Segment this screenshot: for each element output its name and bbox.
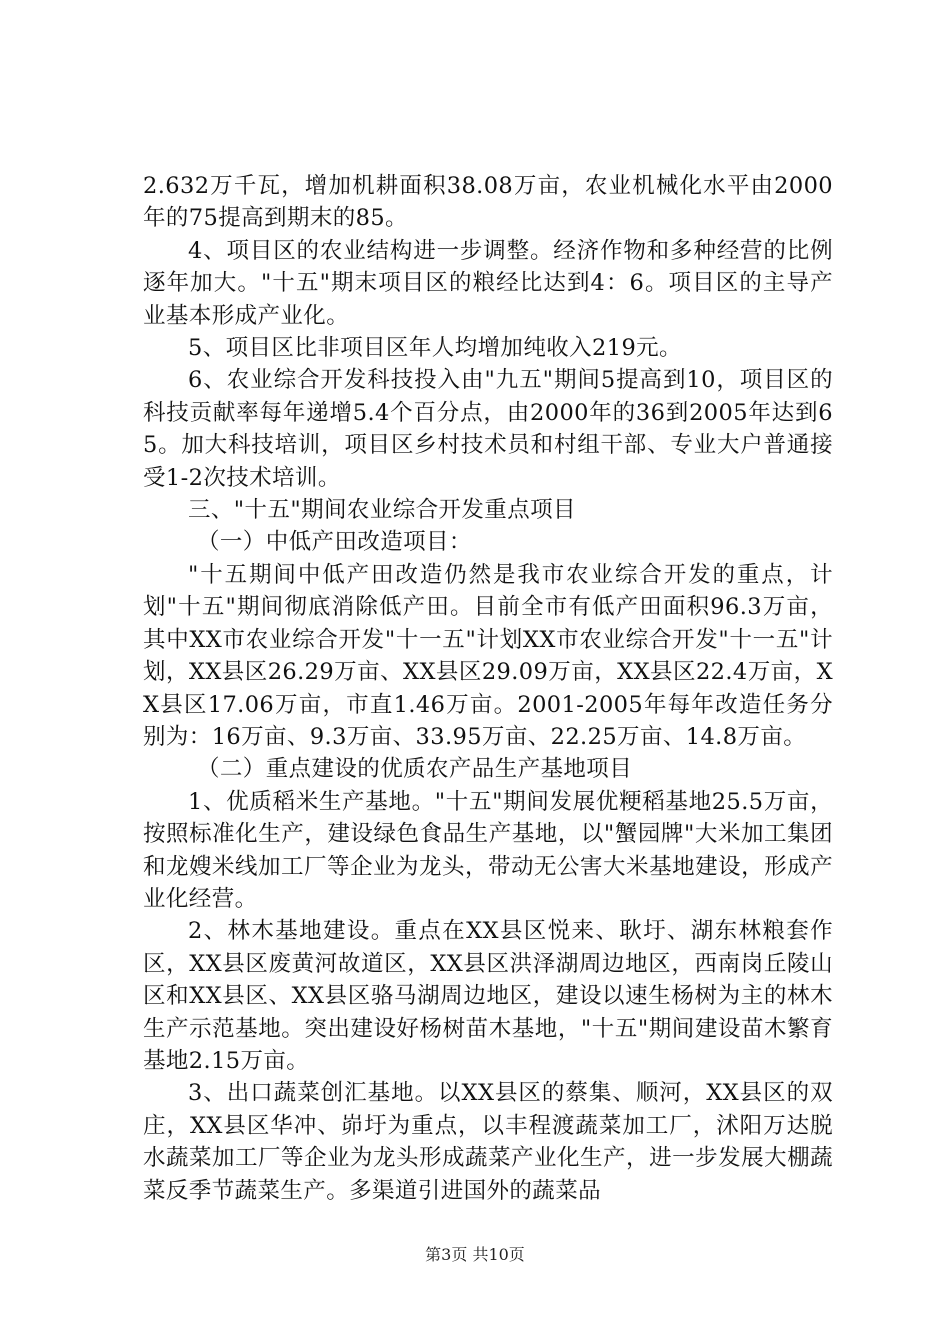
paragraph-rice-base: 1、优质稻米生产基地。"十五"期间发展优粳稻基地25.5万亩，按照标准化生产，建设绿色食品生产基地，以"蟹园牌"大米加工集团和龙嫂米线加工厂等企业为龙头，带动无公害大米基地建设，形成产业化经营。 [143,788,833,912]
subheading-production-bases: （二）重点建设的优质农产品生产基地项目 [197,756,633,783]
section-heading-key-projects: 三、"十五"期间农业综合开发重点项目 [188,497,576,524]
paragraph-income-increase: 5、项目区比非项目区年人均增加纯收入219元。 [188,335,682,362]
paragraph-structure-adjustment: 4、项目区的农业结构进一步调整。经济作物和多种经营的比例逐年加大。"十五"期末项目区的粮经比达到4：6。项目区的主导产业基本形成产业化。 [143,237,833,329]
subheading-field-improvement: （一）中低产田改造项目： [197,529,472,556]
paragraph-field-improvement: "十五期间中低产田改造仍然是我市农业综合开发的重点，计划"十五"期间彻底消除低产田。目前全市有低产田面积96.3万亩，其中XX市农业综合开发"十一五"计划XX市农业综合开发"十一五"计划，XX县区26.29万亩、XX县区29.09万亩，XX县区22.4万亩，XX县区17.06万亩，市直1.46万亩。2001-2005年每年改造任务分别为：16万亩、9.3万亩、33.95万亩、22.25万亩、14.8万亩。 [143,561,833,750]
paragraph-tech-investment: 6、农业综合开发科技投入由"九五"期间5提高到10，项目区的科技贡献率每年递增5.4个百分点，由2000年的36到2005年达到65。加大科技培训，项目区乡村技术员和村组干部、专业大户普通接受1-2次技术培训。 [143,367,833,491]
page-footer: 第3页 共10页 [425,1245,525,1264]
paragraph-mechanization: 2.632万千瓦，增加机耕面积38.08万亩，农业机械化水平由2000年的75提高到期末的85。 [143,173,833,232]
paragraph-forest-base: 2、林木基地建设。重点在XX县区悦来、耿圩、湖东林粮套作区，XX县区废黄河故道区，XX县区洪泽湖周边地区，西南岗丘陵山区和XX县区、XX县区骆马湖周边地区，建设以速生杨树为主的林木生产示范基地。突出建设好杨树苗木基地，"十五"期间建设苗木繁育基地2.15万亩。 [143,918,833,1074]
paragraph-vegetable-base: 3、出口蔬菜创汇基地。以XX县区的蔡集、顺河，XX县区的双庄，XX县区华冲、峁圩为重点，以丰程渡蔬菜加工厂，沭阳万达脱水蔬菜加工厂等企业为龙头形成蔬菜产业化生产，进一步发展大棚蔬菜反季节蔬菜生产。多渠道引进国外的蔬菜品 [143,1080,833,1204]
document-body [143,170,833,1207]
